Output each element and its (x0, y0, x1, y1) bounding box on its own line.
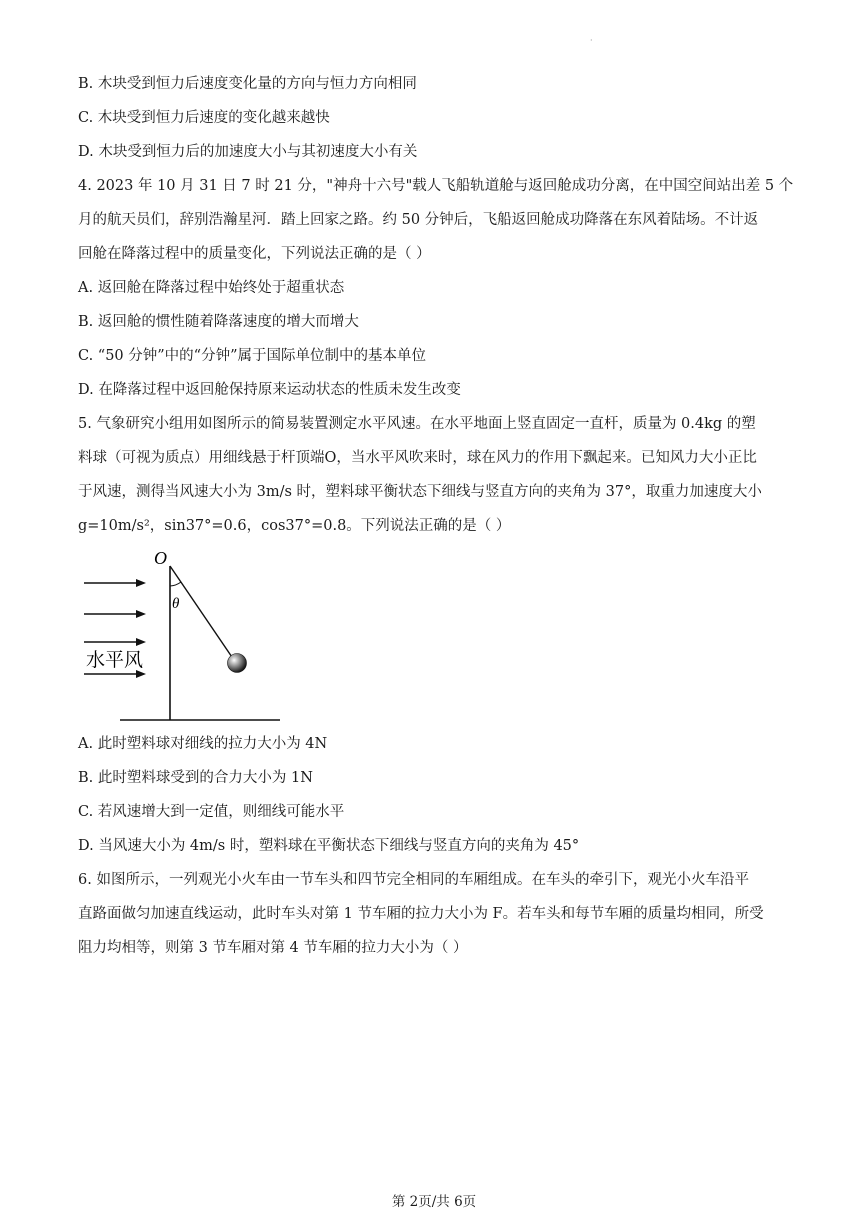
q4-stem-line-2: 月的航天员们，辞别浩瀚星河．踏上回家之路。约 50 分钟后，飞船返回舱成功降落在东风着陆场。不计返 (78, 212, 759, 228)
q4-option-c: C. “50 分钟”中的“分钟”属于国际单位制中的基本单位 (78, 348, 427, 364)
plastic-ball (228, 654, 247, 673)
q4-option-a: A. 返回舱在降落过程中始终处于超重状态 (78, 280, 345, 296)
q6-stem-line-1: 6. 如图所示，一列观光小火车由一节车头和四节完全相同的车厢组成。在车头的牵引下，观光小火车沿平 (78, 872, 749, 888)
q5-stem-line-3: 于风速，测得当风速大小为 3m/s 时，塑料球平衡状态下细线与竖直方向的夹角为 37°，取重力加速度大小 (78, 484, 762, 500)
header-mark: · (590, 36, 593, 45)
q4-stem-line-3: 回舱在降落过程中的质量变化，下列说法正确的是（ ） (78, 246, 431, 262)
q4-option-b: B. 返回舱的惯性随着降落速度的增大而增大 (78, 314, 359, 330)
wind-arrow-3-head (136, 638, 146, 646)
q3-option-d: D. 木块受到恒力后的加速度大小与其初速度大小有关 (78, 144, 418, 160)
wind-arrow-1-head (136, 579, 146, 587)
wind-pendulum-diagram (78, 548, 298, 728)
q5-stem-line-2: 料球（可视为质点）用细线悬于杆顶端O，当水平风吹来时，球在风力的作用下飘起来。已知风力大小正比 (78, 450, 757, 466)
q4-stem-line-1: 4. 2023 年 10 月 31 日 7 时 21 分，"神舟十六号"载人飞船轨道舱与返回舱成功分离，在中国空间站出差 5 个 (78, 178, 794, 194)
q4-option-d: D. 在降落过程中返回舱保持原来运动状态的性质未发生改变 (78, 382, 461, 398)
q5-option-d: D. 当风速大小为 4m/s 时，塑料球在平衡状态下细线与竖直方向的夹角为 45° (78, 838, 580, 854)
wind-label: 水平风 (86, 649, 144, 671)
q6-stem-line-3: 阻力均相等，则第 3 节车厢对第 4 节车厢的拉力大小为（ ） (78, 940, 468, 956)
q3-option-b: B. 木块受到恒力后速度变化量的方向与恒力方向相同 (78, 76, 417, 92)
page-footer: 第 2页/共 6页 (391, 1194, 477, 1210)
wind-pendulum-figure (78, 548, 298, 728)
q6-stem-line-2: 直路面做匀加速直线运动，此时车头对第 1 节车厢的拉力大小为 F。若车头和每节车厢的质量均相同，所受 (78, 906, 764, 922)
q5-stem-line-1: 5. 气象研究小组用如图所示的简易装置测定水平风速。在水平地面上竖直固定一直杆，质量为 0.4kg 的塑 (78, 416, 756, 432)
q5-option-c: C. 若风速增大到一定值，则细线可能水平 (78, 804, 345, 820)
angle-arc (170, 582, 181, 586)
angle-theta-label: θ (172, 596, 180, 612)
string-line (170, 566, 236, 663)
q5-option-b: B. 此时塑料球受到的合力大小为 1N (78, 770, 313, 786)
point-o-label: O (154, 548, 167, 568)
q5-option-a: A. 此时塑料球对细线的拉力大小为 4N (78, 736, 328, 752)
q5-stem-line-4: g=10m/s²，sin37°=0.6，cos37°=0.8。下列说法正确的是（ ） (78, 518, 511, 534)
wind-arrow-2-head (136, 610, 146, 618)
q3-option-c: C. 木块受到恒力后速度的变化越来越快 (78, 110, 330, 126)
wind-arrow-4-head (136, 670, 146, 678)
